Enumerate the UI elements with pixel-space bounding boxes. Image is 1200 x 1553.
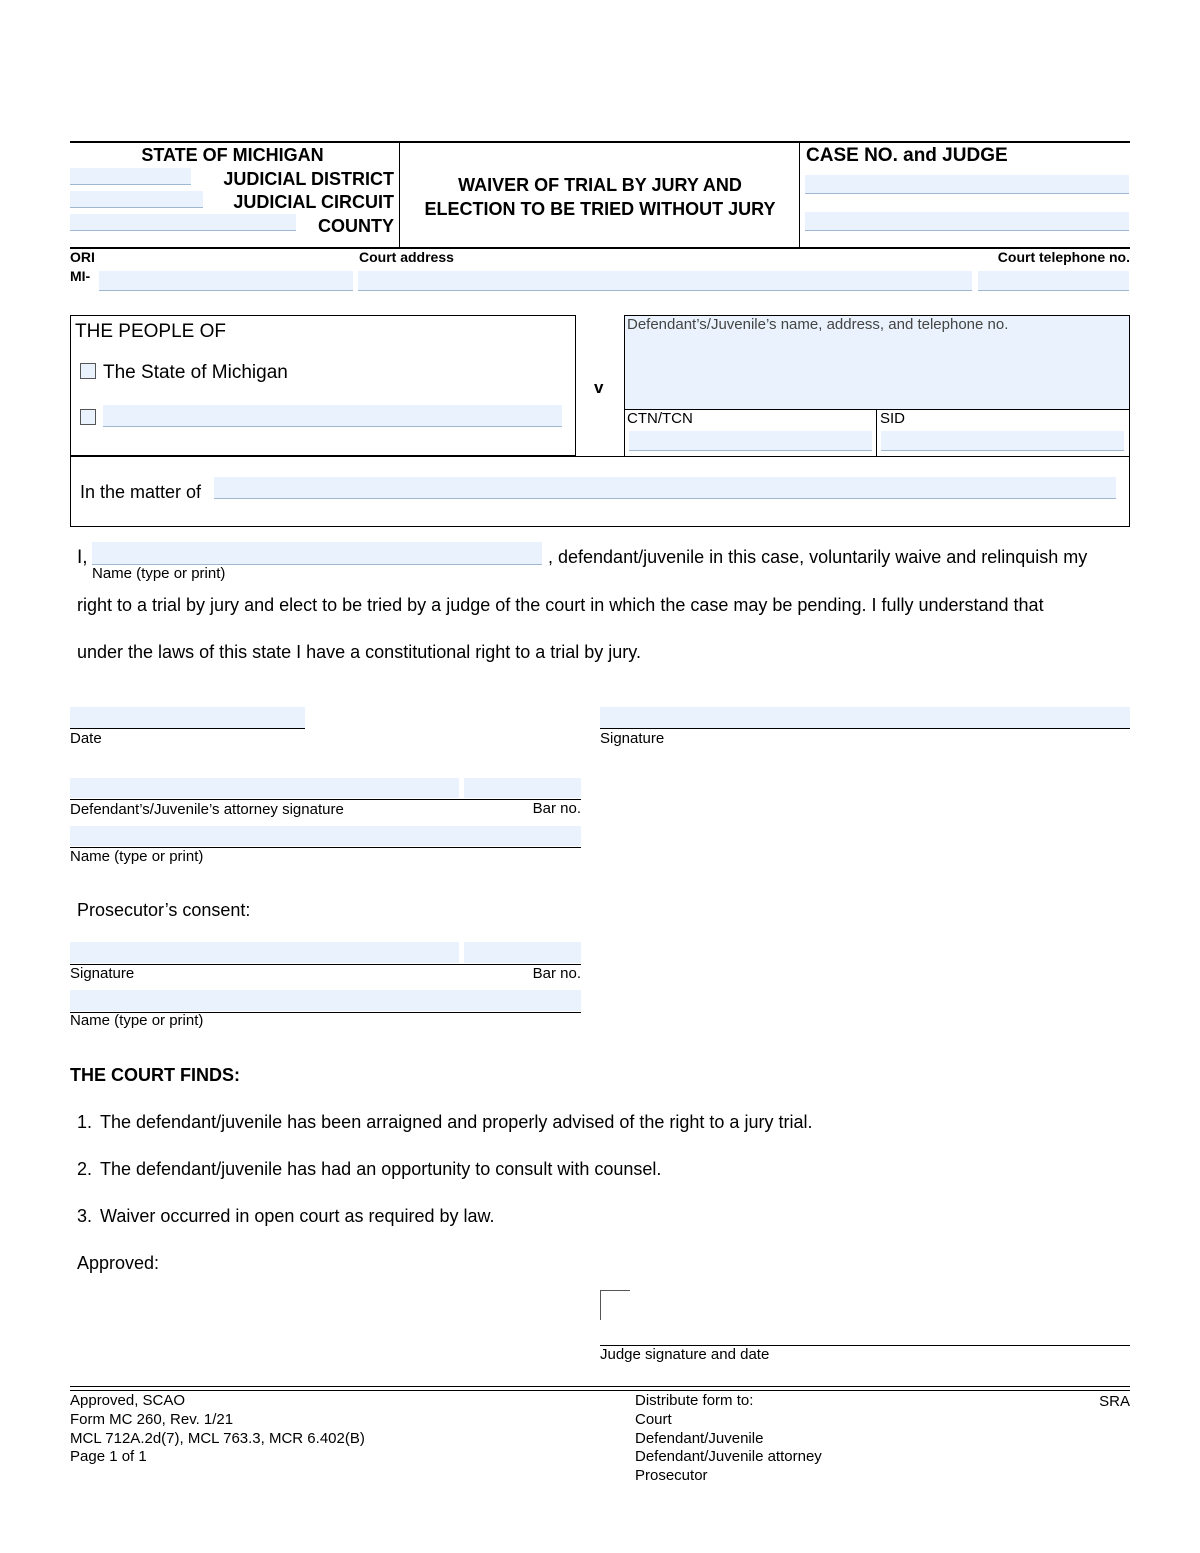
prosecutor-name-label: Name (type or print) bbox=[70, 1012, 204, 1029]
footer-rule-bottom bbox=[70, 1390, 1130, 1391]
attorney-bar-label: Bar no. bbox=[532, 800, 581, 817]
finding-text-2: The defendant/juvenile has had an opportunity to consult with counsel. bbox=[100, 1159, 662, 1179]
prosecutor-consent-label: Prosecutor’s consent: bbox=[77, 900, 251, 920]
attorney-bar-input[interactable] bbox=[464, 778, 581, 798]
footer-approved: Approved, SCAO bbox=[70, 1392, 186, 1409]
case-no-input[interactable] bbox=[805, 175, 1129, 194]
state-of-michigan-checkbox[interactable] bbox=[80, 363, 96, 379]
attorney-signature-rule bbox=[70, 799, 581, 800]
distribute-item: Defendant/Juvenile attorney bbox=[635, 1448, 822, 1466]
judge-input[interactable] bbox=[805, 212, 1129, 231]
people-of-label: THE PEOPLE OF bbox=[75, 321, 226, 342]
judge-signature-label: Judge signature and date bbox=[600, 1346, 770, 1363]
matter-of-label: In the matter of bbox=[80, 482, 202, 502]
ctn-input[interactable] bbox=[629, 431, 872, 451]
mi-label: MI- bbox=[70, 268, 91, 284]
attorney-signature-label: Defendant’s/Juvenile’s attorney signature bbox=[70, 801, 344, 818]
district-input[interactable] bbox=[70, 168, 191, 185]
county-label: COUNTY bbox=[318, 216, 394, 236]
finding-text-1: The defendant/juvenile has been arraigned and properly advised of the right to a jury trial. bbox=[100, 1112, 813, 1132]
prosecutor-signature-input[interactable] bbox=[70, 942, 459, 963]
other-party-input[interactable] bbox=[103, 405, 562, 427]
statement-line1: , defendant/juvenile in this case, voluntarily waive and relinquish my bbox=[548, 547, 1088, 567]
distribute-item: Prosecutor bbox=[635, 1467, 708, 1485]
district-label: JUDICIAL DISTRICT bbox=[223, 169, 394, 189]
sid-input[interactable] bbox=[881, 431, 1124, 451]
statement-prefix: I, bbox=[77, 547, 88, 568]
finding-text-3: Waiver occurred in open court as required by law. bbox=[100, 1206, 495, 1226]
prosecutor-signature-label: Signature bbox=[70, 965, 135, 982]
court-phone-input[interactable] bbox=[978, 271, 1129, 291]
judge-seal-area[interactable] bbox=[600, 1290, 630, 1320]
approved-label: Approved: bbox=[77, 1253, 160, 1273]
ori-input[interactable] bbox=[99, 271, 353, 291]
footer-left bbox=[70, 1392, 365, 1467]
date-input[interactable] bbox=[70, 707, 305, 729]
state-label: STATE OF MICHIGAN bbox=[141, 145, 324, 165]
prosecutor-bar-label: Bar no. bbox=[532, 965, 581, 982]
finding-number-1: 1. bbox=[77, 1112, 93, 1132]
ctn-sid-divider bbox=[876, 409, 877, 457]
date-label: Date bbox=[70, 730, 102, 747]
ori-label: ORI bbox=[70, 249, 95, 265]
attorney-signature-input[interactable] bbox=[70, 778, 459, 798]
distribute-item: Court bbox=[635, 1410, 672, 1428]
footer-form-no: Form MC 260, Rev. 1/21 bbox=[70, 1410, 234, 1428]
sid-label: SID bbox=[880, 410, 906, 427]
distribute-title: Distribute form to: bbox=[635, 1392, 754, 1409]
finding-number-2: 2. bbox=[77, 1159, 93, 1179]
court-address-input[interactable] bbox=[358, 271, 972, 291]
prosecutor-bar-input[interactable] bbox=[464, 942, 581, 963]
statement-line3: under the laws of this state I have a constitutional right to a trial by jury. bbox=[77, 642, 641, 662]
footer-page: Page 1 of 1 bbox=[70, 1448, 147, 1466]
footer-sra: SRA bbox=[1099, 1393, 1130, 1410]
attorney-name-input[interactable] bbox=[70, 826, 581, 846]
statement-line2: right to a trial by jury and elect to be tried by a judge of the court in which the case may be pending. I fully understand that bbox=[77, 595, 1044, 615]
matter-of-input[interactable] bbox=[214, 477, 1116, 499]
prosecutor-signature-rule bbox=[70, 964, 581, 965]
footer-distribute bbox=[635, 1392, 822, 1486]
header-bottom-rule bbox=[70, 247, 1130, 249]
versus-label: v bbox=[594, 378, 604, 397]
ctn-label: CTN/TCN bbox=[627, 410, 693, 427]
form-title-line2: ELECTION TO BE TRIED WITHOUT JURY bbox=[424, 199, 776, 219]
circuit-input[interactable] bbox=[70, 191, 203, 208]
county-input[interactable] bbox=[70, 214, 296, 231]
header-top-rule bbox=[70, 141, 1130, 143]
case-no-label: CASE NO. and JUDGE bbox=[806, 145, 1008, 166]
state-of-michigan-label: The State of Michigan bbox=[103, 362, 288, 383]
other-party-checkbox[interactable] bbox=[80, 409, 96, 425]
defendant-label: Defendant’s/Juvenile’s name, address, and telephone no. bbox=[627, 316, 1009, 333]
distribute-item: Defendant/Juvenile bbox=[635, 1429, 764, 1447]
defendant-name-caption: Name (type or print) bbox=[92, 565, 226, 582]
defendant-signature-input[interactable] bbox=[600, 707, 1130, 729]
footer-rule-top bbox=[70, 1386, 1130, 1387]
defendant-name-input[interactable] bbox=[92, 542, 542, 565]
court-finds-heading: THE COURT FINDS: bbox=[70, 1065, 240, 1085]
defendant-divider bbox=[624, 409, 1130, 410]
form-title-line1: WAIVER OF TRIAL BY JURY AND bbox=[458, 175, 742, 195]
court-address-label: Court address bbox=[359, 249, 454, 265]
footer-statutes: MCL 712A.2d(7), MCL 763.3, MCR 6.402(B) bbox=[70, 1429, 365, 1447]
form-title bbox=[400, 173, 800, 221]
circuit-label: JUDICIAL CIRCUIT bbox=[233, 192, 394, 212]
prosecutor-name-input[interactable] bbox=[70, 990, 581, 1011]
court-phone-label: Court telephone no. bbox=[997, 249, 1130, 265]
attorney-name-label: Name (type or print) bbox=[70, 848, 204, 865]
finding-number-3: 3. bbox=[77, 1206, 93, 1226]
signature-label: Signature bbox=[600, 730, 665, 747]
